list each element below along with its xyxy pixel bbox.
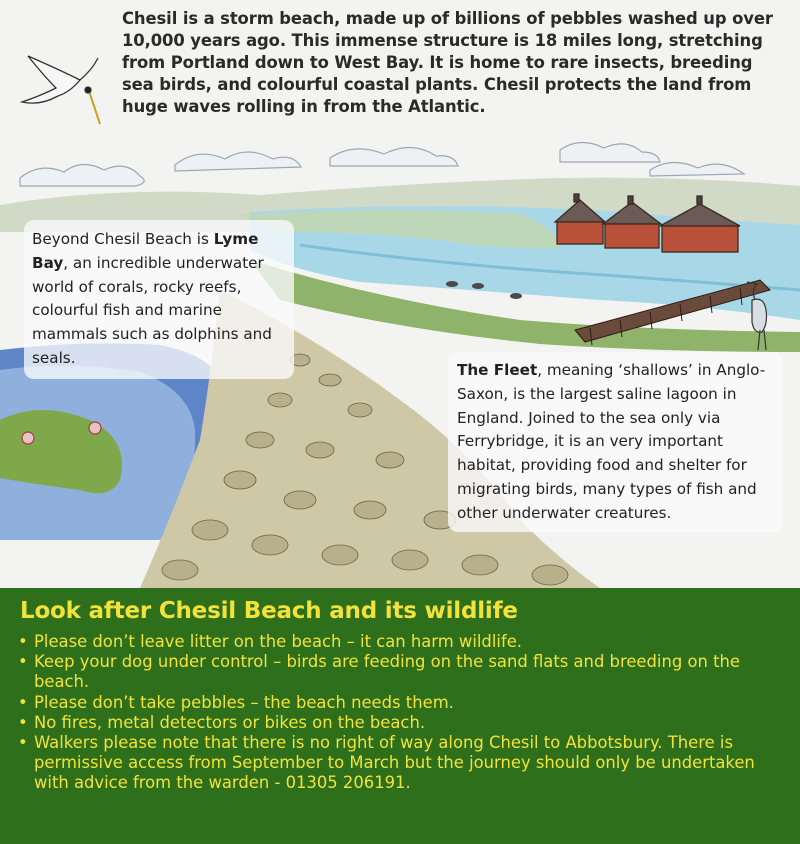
rule-item: • Walkers please note that there is no right of way along Chesil to Abbotsbury. There is permissive access from September to March but the journey should only be undertaken with advice from the warden - 01305 206191. <box>18 733 788 794</box>
lyme-callout-pre: Beyond Chesil Beach is <box>32 230 209 248</box>
fleet-callout-rest: , meaning ‘shallows’ in Anglo-Saxon, is the largest saline lagoon in England. Joined to the sea only via Ferrybridge, it is an very important habitat, providing food and shelter for migrating birds, many types of fish and other underwater creatures. <box>457 361 766 522</box>
lyme-bay-callout <box>24 220 294 379</box>
fleet-callout-bold: The Fleet <box>457 361 538 379</box>
wildlife-guidance-panel <box>0 588 800 844</box>
rule-item: • Keep your dog under control – birds are feeding on the sand flats and breeding on the beach. <box>18 652 788 692</box>
lyme-callout-rest: , an incredible underwater world of corals, rocky reefs, colourful fish and marine mammals such as dolphins and seals. <box>32 253 272 367</box>
fleet-callout <box>448 352 783 532</box>
rule-item: • Please don’t take pebbles – the beach needs them. <box>18 693 788 713</box>
wildlife-rules-list <box>18 632 788 794</box>
rule-item: • No fires, metal detectors or bikes on the beach. <box>18 713 788 733</box>
rule-item: • Please don’t leave litter on the beach – it can harm wildlife. <box>18 632 788 652</box>
wildlife-panel-title: Look after Chesil Beach and its wildlife <box>20 598 518 624</box>
lyme-callout-bold: Lyme Bay <box>32 230 259 272</box>
intro-paragraph: Chesil is a storm beach, made up of billions of pebbles washed up over 10,000 years ago. This immense structure is 18 miles long, stretching from Portland down to West Bay. It is home to rare insects, breeding sea birds, and colourful coastal plants. Chesil protects the land from huge waves rolling in from the Atlantic. <box>122 9 773 116</box>
